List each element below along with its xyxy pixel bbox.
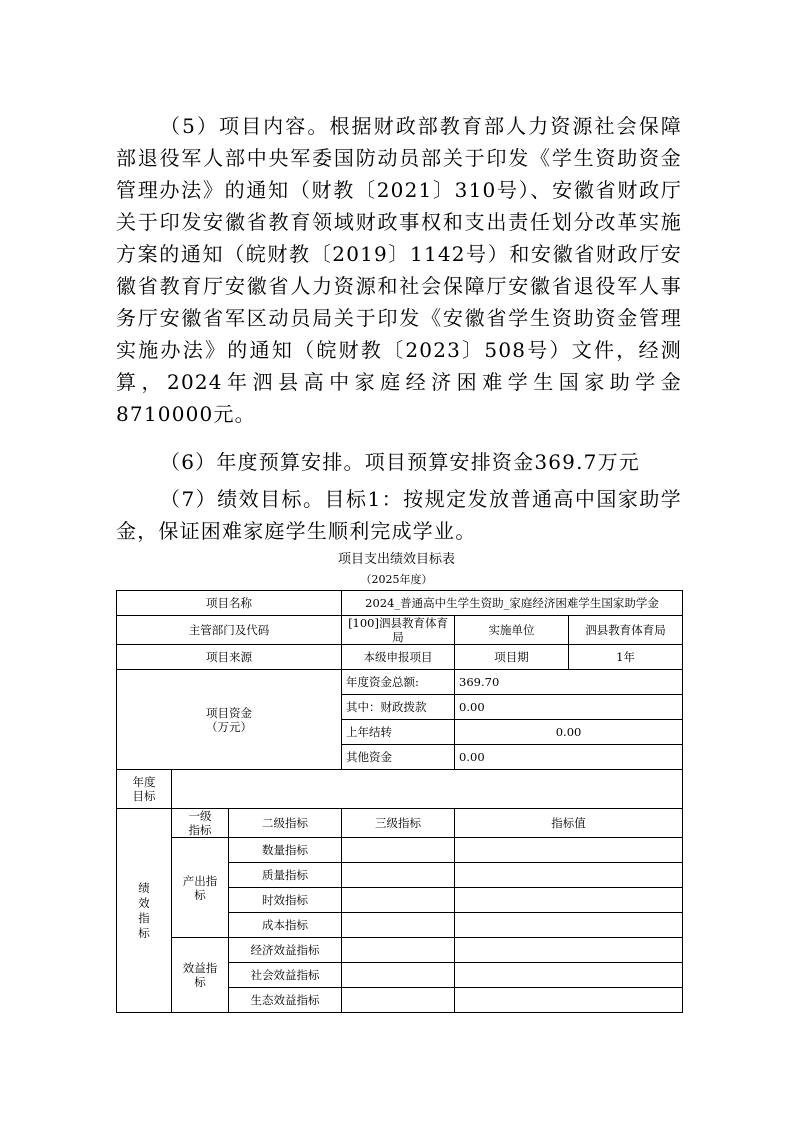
benefit-indicator-label [172, 938, 229, 1013]
col-value-header: 指标值 [455, 809, 683, 838]
output-label-line1: 产出指 [182, 873, 218, 888]
project-name-label: 项目名称 [117, 591, 342, 616]
col-level3-header: 三级指标 [342, 809, 455, 838]
table-row [117, 645, 683, 670]
value-cell [455, 938, 683, 963]
output-item: 时效指标 [229, 888, 342, 913]
total-funds-value: 369.70 [455, 670, 683, 695]
period-value: 1年 [569, 645, 683, 670]
source-label: 项目来源 [117, 645, 342, 670]
funds-label [117, 670, 342, 770]
table-row [117, 938, 683, 963]
level3-cell [342, 988, 455, 1013]
unit-label: 实施单位 [455, 616, 569, 645]
carryover-value: 0.00 [455, 720, 683, 745]
perf-indicator-text: 绩效指标 [138, 880, 150, 940]
table-title: 项目支出绩效目标表 [337, 552, 455, 567]
level3-cell [342, 938, 455, 963]
benefit-label-line2: 标 [194, 975, 206, 989]
fiscal-funds-value: 0.00 [455, 695, 683, 720]
output-item: 成本指标 [229, 913, 342, 938]
other-funds-value: 0.00 [455, 745, 683, 770]
output-indicator-label [172, 838, 229, 938]
funds-label-line1: 项目资金 [206, 705, 253, 720]
table-row [117, 616, 683, 645]
value-cell [455, 888, 683, 913]
value-cell [455, 963, 683, 988]
annual-goal-label-line2: 目标 [132, 789, 156, 803]
value-cell [455, 988, 683, 1013]
level3-cell [342, 838, 455, 863]
annual-budget-paragraph: （6）年度预算安排。项目预算安排资金369.7万元 [160, 450, 640, 474]
output-item: 数量指标 [229, 838, 342, 863]
other-funds-label: 其他资金 [342, 745, 455, 770]
value-cell [455, 913, 683, 938]
annual-goal-label [117, 770, 172, 809]
annual-goal-value [172, 770, 683, 809]
project-name-value: 2024_普通高中生学生资助_家庭经济困难学生国家助学金 [342, 591, 683, 616]
col-level1-header [172, 809, 229, 838]
output-label-line2: 标 [194, 887, 206, 902]
project-content-paragraph: （5）项目内容。根据财政部教育部人力资源社会保障部退役军人部中央军委国防动员部关于印发《学生资助资金管理办法》的通知（财教〔2021〕310号）、安徽省财政厅关于印发安徽省教育领域财政事权和支出责任划分改革实施方案的通知（皖财教〔2019〕1142号）和安徽省财政厅安徽省教育厅安徽省人力资源和社会保障厅安徽省退役军人事务厅安徽省军区动员局关于印发《安徽省学生资助资金管理实施办法》的通知（皖财教〔2023〕508号）文件，经测算，2024年泗县高中家庭经济困难学生国家助学金8710000元。 [116, 114, 682, 426]
value-cell [455, 838, 683, 863]
performance-target-table [116, 590, 683, 1013]
total-funds-label: 年度资金总额: [342, 670, 455, 695]
perf-indicator-label [117, 809, 172, 1013]
performance-goal-paragraph: （7）绩效目标。目标1：按规定发放普通高中国家助学金，保证困难家庭学生顺利完成学业。 [116, 487, 682, 543]
level3-cell [342, 963, 455, 988]
col-level1-line1: 一级 [188, 809, 212, 823]
unit-value: 泗县教育体育局 [569, 616, 683, 645]
source-value: 本级申报项目 [342, 645, 455, 670]
benefit-item: 经济效益指标 [229, 938, 342, 963]
table-row [117, 838, 683, 863]
output-item: 质量指标 [229, 863, 342, 888]
annual-goal-label-line1: 年度 [132, 775, 156, 789]
col-level2-header: 二级指标 [229, 809, 342, 838]
table-row [117, 670, 683, 695]
table-row [117, 591, 683, 616]
col-level1-line2: 指标 [188, 823, 212, 837]
dept-label: 主管部门及代码 [117, 616, 342, 645]
table-subtitle: （2025年度） [360, 573, 433, 586]
level3-cell [342, 913, 455, 938]
table-row [117, 770, 683, 809]
level3-cell [342, 888, 455, 913]
value-cell [455, 863, 683, 888]
period-label: 项目期 [455, 645, 569, 670]
funds-label-line2: （万元） [206, 719, 253, 734]
fiscal-funds-label: 其中：财政拨款 [342, 695, 455, 720]
benefit-item: 社会效益指标 [229, 963, 342, 988]
benefit-item: 生态效益指标 [229, 988, 342, 1013]
table-row [117, 809, 683, 838]
benefit-label-line1: 效益指 [182, 961, 218, 975]
carryover-label: 上年结转 [342, 720, 455, 745]
level3-cell [342, 863, 455, 888]
dept-value: [100]泗县教育体育局 [342, 616, 455, 645]
